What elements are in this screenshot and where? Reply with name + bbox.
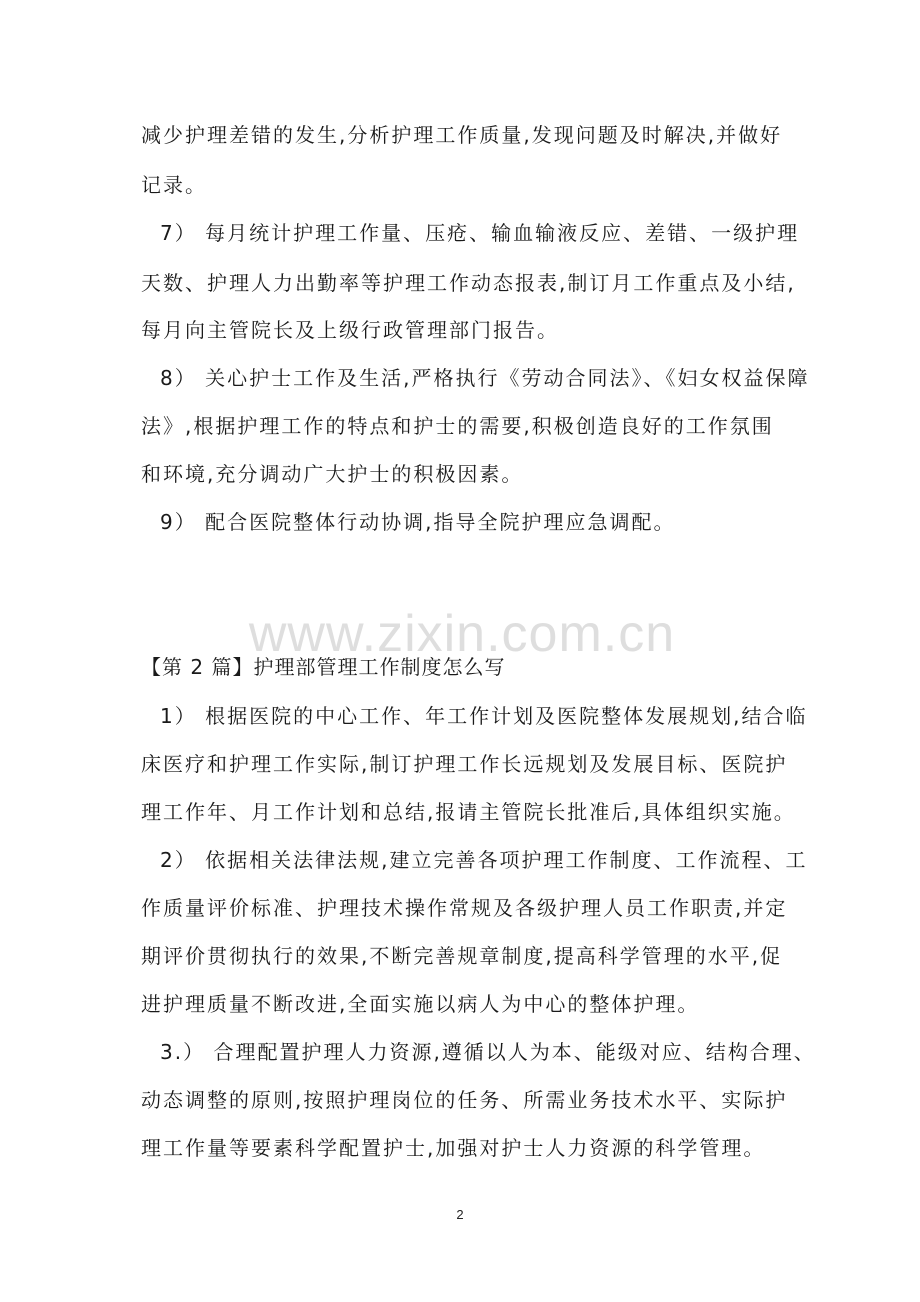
text-line: 减少护理差错的发生,分析护理工作质量,发现问题及时解决,并做好 xyxy=(141,123,783,147)
text-line: 理工作年、月工作计划和总结,报请主管院长批准后,具体组织实施。 xyxy=(141,800,796,824)
text-line: 2） 依据相关法律法规,建立完善各项护理工作制度、工作流程、工 xyxy=(160,848,808,872)
text-line: 7） 每月统计护理工作量、压疮、输血输液反应、差错、一级护理 xyxy=(160,221,800,245)
text-line: 1） 根据医院的中心工作、年工作计划及医院整体发展规划,结合临 xyxy=(160,704,808,728)
text-line: 进护理质量不断改进,全面实施以病人为中心的整体护理。 xyxy=(141,992,700,1016)
text-line: 动态调整的原则,按照护理岗位的任务、所需业务技术水平、实际护 xyxy=(141,1088,788,1112)
text-line: 和环境,充分调动广大护士的积极因素。 xyxy=(141,462,524,486)
text-line: 9） 配合医院整体行动协调,指导全院护理应急调配。 xyxy=(160,510,676,534)
text-line: 理工作量等要素科学配置护士,加强对护士人力资源的科学管理。 xyxy=(141,1136,766,1160)
text-line: 床医疗和护理工作实际,制订护理工作长远规划及发展目标、医院护 xyxy=(141,752,788,776)
text-line: 8） 关心护士工作及生活,严格执行《劳动合同法》、《妇女权益保障 xyxy=(160,366,810,390)
text-line: 作质量评价标准、护理技术操作常规及各级护理人员工作职责,并定 xyxy=(141,896,788,920)
text-line: 期评价贯彻执行的效果,不断完善规章制度,提高科学管理的水平,促 xyxy=(141,944,783,968)
section-heading: 【第 2 篇】护理部管理工作制度怎么写 xyxy=(141,655,506,679)
text-line: 每月向主管院长及上级行政管理部门报告。 xyxy=(141,318,559,342)
text-line: 3.） 合理配置护理人力资源,遵循以人为本、能级对应、结构合理、 xyxy=(160,1040,816,1064)
page-number: 2 xyxy=(456,1207,464,1222)
text-line: 天数、护理人力出勤率等护理工作动态报表,制订月工作重点及小结, xyxy=(141,271,796,295)
watermark: www.zixin.com.cn xyxy=(248,605,676,663)
text-line: 记录。 xyxy=(141,173,207,197)
text-line: 法》,根据护理工作的特点和护士的需要,积极创造良好的工作氛围 xyxy=(141,414,774,438)
